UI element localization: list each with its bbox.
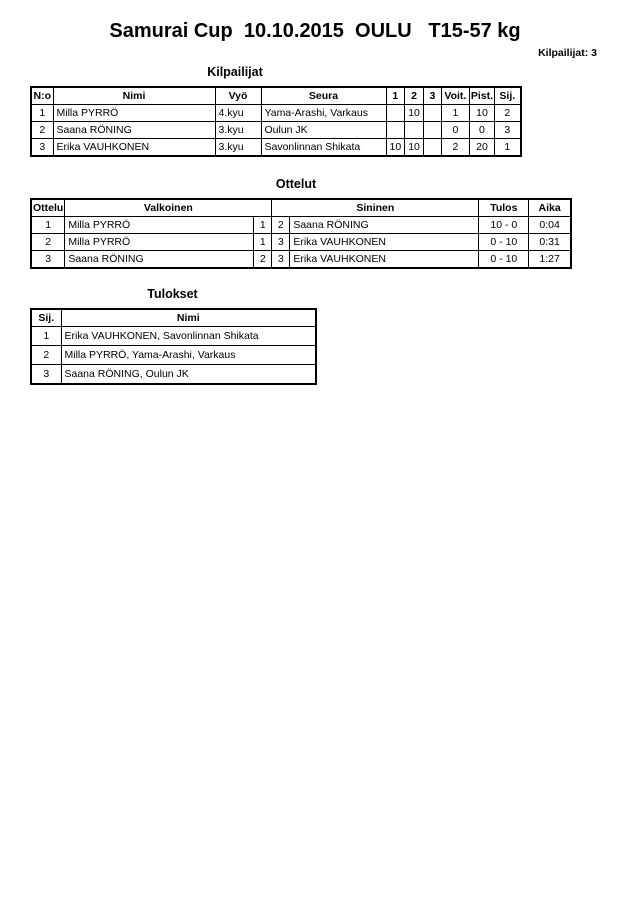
column-header-nimi: Nimi	[53, 87, 215, 105]
cell-tulos: 0 - 10	[479, 251, 529, 269]
column-header-aika: Aika	[529, 199, 571, 217]
cell-result-name: Saana RÖNING, Oulun JK	[61, 365, 316, 385]
cell-tulos: 10 - 0	[479, 217, 529, 234]
cell-round3	[423, 105, 441, 122]
cell-pist: 10	[469, 105, 494, 122]
column-header-no: N:o	[31, 87, 53, 105]
cell-blue-name: Erika VAUHKONEN	[290, 251, 479, 269]
ottelut-header-row	[31, 199, 571, 217]
cell-white-name: Milla PYRRÖ	[65, 234, 254, 251]
column-header-nimi: Nimi	[61, 309, 316, 327]
competitors-count: Kilpailijat: 3	[538, 47, 597, 59]
cell-result-name: Erika VAUHKONEN, Savonlinnan Shikata	[61, 327, 316, 346]
cell-nimi: Saana RÖNING	[53, 122, 215, 139]
cell-aika: 1:27	[529, 251, 571, 269]
column-header-round3: 3	[423, 87, 441, 105]
cell-round1: 10	[386, 139, 405, 157]
section-heading-kilpailijat: Kilpailijat	[207, 65, 263, 79]
cell-round2: 10	[405, 139, 424, 157]
cell-blue-no: 2	[272, 217, 290, 234]
cell-white-no: 2	[254, 251, 272, 269]
cell-no: 2	[31, 122, 53, 139]
cell-white-no: 1	[254, 217, 272, 234]
column-header-valkoinen: Valkoinen	[65, 199, 272, 217]
cell-match-no: 1	[31, 217, 65, 234]
cell-blue-name: Erika VAUHKONEN	[290, 234, 479, 251]
cell-seura: Savonlinnan Shikata	[261, 139, 386, 157]
column-header-sij: Sij.	[495, 87, 521, 105]
cell-vyo: 4.kyu	[215, 105, 261, 122]
cell-result-name: Milla PYRRÖ, Yama-Arashi, Varkaus	[61, 346, 316, 365]
cell-tulos: 0 - 10	[479, 234, 529, 251]
cell-seura: Yama-Arashi, Varkaus	[261, 105, 386, 122]
cell-seura: Oulun JK	[261, 122, 386, 139]
match-row	[31, 234, 571, 251]
cell-sij: 3	[495, 122, 521, 139]
column-header-ottelu: Ottelu	[31, 199, 65, 217]
cell-voit: 0	[441, 122, 469, 139]
cell-blue-name: Saana RÖNING	[290, 217, 479, 234]
cell-blue-no: 3	[272, 234, 290, 251]
column-header-tulos: Tulos	[479, 199, 529, 217]
cell-nimi: Erika VAUHKONEN	[53, 139, 215, 157]
tulokset-table	[30, 308, 317, 385]
cell-round3	[423, 139, 441, 157]
kilpailijat-header-row	[31, 87, 521, 105]
cell-round2: 10	[405, 105, 424, 122]
column-header-vyo: Vyö	[215, 87, 261, 105]
cell-round1	[386, 105, 405, 122]
cell-white-no: 1	[254, 234, 272, 251]
section-heading-tulokset: Tulokset	[147, 287, 198, 301]
cell-pist: 0	[469, 122, 494, 139]
cell-match-no: 3	[31, 251, 65, 269]
cell-placement: 1	[31, 327, 61, 346]
cell-round2	[405, 122, 424, 139]
section-heading-ottelut: Ottelut	[275, 177, 317, 191]
cell-voit: 2	[441, 139, 469, 157]
match-row	[31, 251, 571, 269]
cell-vyo: 3.kyu	[215, 122, 261, 139]
competitor-row	[31, 105, 521, 122]
ottelut-table	[30, 198, 572, 269]
column-header-voit: Voit.	[441, 87, 469, 105]
column-header-round2: 2	[405, 87, 424, 105]
column-header-round1: 1	[386, 87, 405, 105]
result-row	[31, 346, 316, 365]
cell-blue-no: 3	[272, 251, 290, 269]
cell-round1	[386, 122, 405, 139]
page-title: Samurai Cup 10.10.2015 OULU T15-57 kg	[109, 20, 521, 42]
cell-match-no: 2	[31, 234, 65, 251]
cell-no: 3	[31, 139, 53, 157]
tulokset-header-row	[31, 309, 316, 327]
results-page	[0, 20, 630, 385]
kilpailijat-table	[30, 86, 522, 157]
match-row	[31, 217, 571, 234]
column-header-pist: Pist.	[469, 87, 494, 105]
result-row	[31, 365, 316, 385]
cell-placement: 3	[31, 365, 61, 385]
column-header-sininen: Sininen	[272, 199, 479, 217]
cell-no: 1	[31, 105, 53, 122]
cell-aika: 0:04	[529, 217, 571, 234]
cell-sij: 1	[495, 139, 521, 157]
cell-white-name: Milla PYRRÖ	[65, 217, 254, 234]
competitor-row	[31, 139, 521, 157]
cell-pist: 20	[469, 139, 494, 157]
result-row	[31, 327, 316, 346]
cell-vyo: 3.kyu	[215, 139, 261, 157]
cell-aika: 0:31	[529, 234, 571, 251]
cell-placement: 2	[31, 346, 61, 365]
column-header-sij: Sij.	[31, 309, 61, 327]
competitor-row	[31, 122, 521, 139]
cell-voit: 1	[441, 105, 469, 122]
cell-sij: 2	[495, 105, 521, 122]
cell-white-name: Saana RÖNING	[65, 251, 254, 269]
cell-nimi: Milla PYRRÖ	[53, 105, 215, 122]
column-header-seura: Seura	[261, 87, 386, 105]
cell-round3	[423, 122, 441, 139]
